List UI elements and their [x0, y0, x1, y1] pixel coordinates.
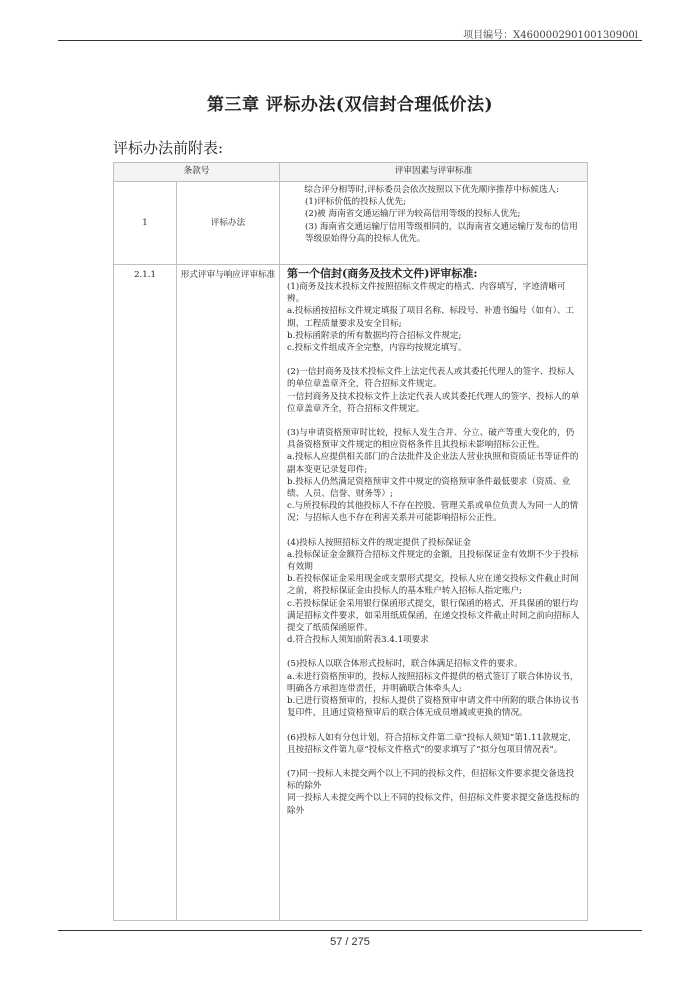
criteria-paragraph	[287, 366, 580, 415]
criteria-line: 一信封商务及技术投标文件上法定代表人或其委托代理人的签字、投标人的单位章盖章齐全，符合招标文件规定。	[287, 391, 580, 414]
criteria-line: (3)与申请资格预审时比较，投标人发生合并、分立、破产等重大变化的，仍具备资格预审文件规定的相应资格条件且其投标未影响招标公正性。	[287, 428, 575, 451]
paragraph-gap	[287, 525, 580, 537]
criteria-line: (6)投标人如有分包计划，符合招标文件第二章“投标人须知”第1.11款规定，且按招标文件第九章“投标文件格式”的要求填写了“拟分包项目情况表”。	[287, 732, 577, 755]
criteria-line: (4)投标人按照招标文件的规定提供了投标保证金	[287, 537, 472, 548]
paragraph-gap	[287, 354, 580, 366]
criteria-paragraph	[287, 427, 580, 525]
criteria-paragraph	[287, 768, 580, 817]
criteria-line: a.投标人应提供相关部门的合法批件及企业法人营业执照和资质证书等证件的副本变更记录复印件;	[287, 452, 579, 475]
criteria-line: 综合评分相等时,评标委员会依次按照以下优先顺序推荐中标候选人:	[304, 185, 560, 195]
criteria-line: (2)一信封商务及技术投标文件上法定代表人或其委托代理人的签字、投标人的单位章盖章齐全，符合招标文件规定。	[287, 367, 575, 390]
criteria-line: a.未进行资格预审的，投标人按照招标文件提供的格式签订了联合体协议书，明确各方承担连带责任，并明确联合体牵头人;	[287, 671, 579, 694]
criteria-line: (5)投标人以联合体形式投标时，联合体满足招标文件的要求。	[287, 659, 523, 670]
criteria-line: b.投标人仍然满足资格预审文件中规定的资格预审条件最低要求（资质、业绩、人员、信誉、财务等）;	[287, 476, 571, 500]
criteria-cell	[280, 182, 588, 265]
paragraph-gap	[287, 756, 580, 768]
criteria-line: c.若投标保证金采用银行保函形式提交，银行保函的格式、开具保函的银行均满足招标文件要求，如采用纸质保函，在递交投标文件截止时间之前向招标人提交了纸质保函原件。	[287, 598, 580, 634]
table-header-row	[114, 163, 588, 182]
criteria-line: (7)同一投标人未提交两个以上不同的投标文件，但招标文件要求提交备选投标的除外	[287, 768, 575, 792]
footer-divider	[58, 930, 642, 931]
clause-name: 评标办法	[177, 182, 280, 265]
page-number: 57 / 275	[330, 936, 370, 948]
criteria-paragraph	[287, 732, 580, 756]
criteria-line: b.已进行资格预审的，投标人提供了资格预审申请文件中所附的联合体协议书复印件，且通过资格预审后的联合体无成员增减或更换的情况。	[287, 696, 579, 719]
criteria-line: (1)商务及技术投标文件按照招标文件规定的格式、内容填写，字迹清晰可辨。	[287, 282, 566, 305]
criteria-line: (2)被 海南省交通运输厅评为较高信用等级的投标人优先;	[305, 209, 521, 220]
clause-name: 形式评审与响应评审标准	[177, 265, 280, 921]
table-row	[114, 265, 588, 921]
chapter-title: 第三章 评标办法(双信封合理低价法)	[206, 95, 493, 115]
col-header-clause: 条款号	[114, 163, 280, 182]
paragraph-gap	[287, 415, 580, 427]
criteria-paragraph	[287, 281, 580, 354]
criteria-line: b.投标函附录的所有数据均符合招标文件规定;	[287, 330, 462, 341]
col-header-criteria: 评审因素与评审标准	[280, 163, 588, 182]
table-caption: 评标办法前附表:	[113, 139, 224, 157]
paragraph-gap	[287, 646, 580, 658]
criteria-line: (1)评标价低的投标人优先;	[305, 197, 407, 208]
criteria-line: d.符合投标人须知前附表3.4.1项要求	[287, 635, 429, 646]
criteria-paragraph	[287, 658, 580, 719]
criteria-line: b.若投标保证金采用现金或支票形式提交，投标人应在递交投标文件截止时间之前，将投标保证金由投标人的基本账户转入招标人指定账户;	[287, 574, 579, 597]
criteria-paragraph	[287, 537, 580, 647]
criteria-line: a.投标保证金金额符合招标文件规定的金额，且投标保证金有效期不少于投标有效期	[287, 549, 579, 573]
criteria-line: c.与所投标段的其他投标人不存在控股、管理关系或单位负责人为同一人的情况；与招标人也不存在利害关系并可能影响招标公正性。	[287, 501, 579, 524]
criteria-line: c.投标文件组成齐全完整，内容均按规定填写。	[287, 343, 467, 354]
criteria-line: (3) 海南省交通运输厅信用等级相同的，以海南省交通运输厅发布的信用等级原始得分高的投标人优先。	[305, 221, 578, 244]
envelope-heading: 第一个信封(商务及技术文件)评审标准:	[287, 267, 478, 280]
evaluation-table	[113, 162, 588, 921]
criteria-cell	[280, 265, 588, 921]
paragraph-gap	[287, 720, 580, 732]
criteria-line: a.投标函按招标文件规定填报了项目名称、标段号、补遗书编号（如有）、工期、工程质量要求及安全目标;	[287, 306, 575, 329]
clause-number: 1	[114, 182, 177, 265]
header-divider	[58, 40, 642, 41]
table-row	[114, 182, 588, 265]
project-number: 项目编号：X460000290100130900l	[463, 30, 638, 41]
clause-number: 2.1.1	[114, 265, 177, 921]
criteria-line: 同一投标人未提交两个以上不同的投标文件，但招标文件要求提交备选投标的除外	[287, 793, 580, 816]
